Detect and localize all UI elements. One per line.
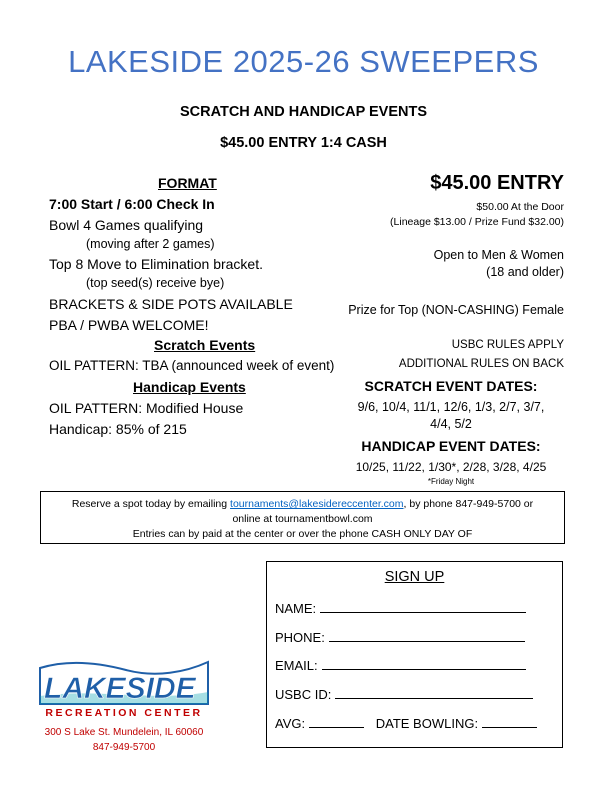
avg-label: AVG: (275, 716, 306, 731)
name-field[interactable] (320, 600, 526, 613)
email-row (275, 657, 526, 673)
address-block (36, 725, 212, 755)
email-link[interactable]: tournaments@lakesidereccenter.com (230, 498, 404, 510)
phone-row (275, 629, 525, 645)
format-heading: FORMAT (158, 175, 217, 191)
reserve-post: , by phone 847-949-5700 or (403, 498, 534, 510)
seed-note: (top seed(s) receive bye) (86, 276, 225, 290)
moving-note: (moving after 2 games) (86, 237, 215, 251)
reserve-line2: online at tournamentbowl.com (232, 513, 373, 525)
handicap-dates: 10/25, 11/22, 1/30*, 2/28, 3/28, 4/25 (355, 460, 547, 474)
scratch-oil-pattern: OIL PATTERN: TBA (announced week of event) (49, 358, 335, 373)
age-requirement: (18 and older) (486, 265, 564, 279)
usbc-row (275, 686, 533, 702)
avg-field[interactable] (309, 715, 364, 728)
subtitle-entry: $45.00 ENTRY 1:4 CASH (220, 135, 387, 151)
reserve-pre: Reserve a spot today by emailing (71, 498, 231, 510)
address-phone: 847-949-5700 (92, 742, 156, 753)
female-prize: Prize for Top (NON-CASHING) Female (348, 303, 564, 317)
lakeside-logo (36, 658, 212, 720)
scratch-dates-line2: 4/4, 5/2 (430, 417, 472, 431)
entry-price-large: $45.00 ENTRY (430, 172, 564, 194)
handicap-events-heading: Handicap Events (133, 379, 246, 395)
subtitle-events: SCRATCH AND HANDICAP EVENTS (179, 104, 428, 120)
email-field[interactable] (322, 657, 526, 670)
reserve-box (40, 491, 565, 544)
pba-line: PBA / PWBA WELCOME! (49, 317, 209, 333)
scratch-dates-line1: 9/6, 10/4, 11/1, 12/6, 1/3, 2/7, 3/7, (357, 400, 545, 414)
usbc-rules: USBC RULES APPLY (451, 339, 564, 351)
handicap-oil-pattern: OIL PATTERN: Modified House (49, 400, 244, 416)
signup-box (266, 561, 563, 748)
start-time: 7:00 Start / 6:00 Check In (49, 196, 215, 212)
usbc-field[interactable] (335, 686, 533, 699)
usbc-label: USBC ID: (275, 687, 332, 702)
date-field[interactable] (482, 715, 537, 728)
date-label: DATE BOWLING: (375, 716, 479, 731)
reserve-line3: Entries can by paid at the center or over the phone CASH ONLY DAY OF (132, 528, 473, 540)
logo-graphic (36, 658, 212, 720)
handicap-dates-heading: HANDICAP EVENT DATES: (361, 438, 541, 454)
name-label: NAME: (275, 601, 317, 616)
door-price: $50.00 At the Door (476, 201, 564, 213)
open-to: Open to Men & Women (433, 248, 564, 262)
logo-tagline: RECREATION CENTER (45, 707, 203, 719)
scratch-dates-heading: SCRATCH EVENT DATES: (364, 378, 538, 394)
bowl-games: Bowl 4 Games qualifying (49, 217, 204, 233)
handicap-percent: Handicap: 85% of 215 (49, 421, 187, 437)
friday-night-note: *Friday Night (427, 477, 475, 486)
lineage-prize-fund: (Lineage $13.00 / Prize Fund $32.00) (390, 216, 564, 228)
phone-field[interactable] (329, 629, 525, 642)
phone-label: PHONE: (275, 630, 325, 645)
additional-rules: ADDITIONAL RULES ON BACK (398, 358, 564, 370)
reserve-line1 (41, 497, 564, 512)
brackets-line: BRACKETS & SIDE POTS AVAILABLE (49, 296, 293, 312)
scratch-events-heading: Scratch Events (154, 337, 256, 353)
page-title: LAKESIDE 2025-26 SWEEPERS (68, 44, 539, 79)
email-label: EMAIL: (275, 658, 318, 673)
name-row (275, 600, 526, 616)
signup-title: SIGN UP (384, 569, 445, 585)
top8-line: Top 8 Move to Elimination bracket. (49, 256, 263, 272)
logo-word: LAKESIDE (44, 672, 196, 705)
avg-date-row (275, 715, 537, 731)
address-street: 300 S Lake St. Mundelein, IL 60060 (44, 727, 204, 738)
